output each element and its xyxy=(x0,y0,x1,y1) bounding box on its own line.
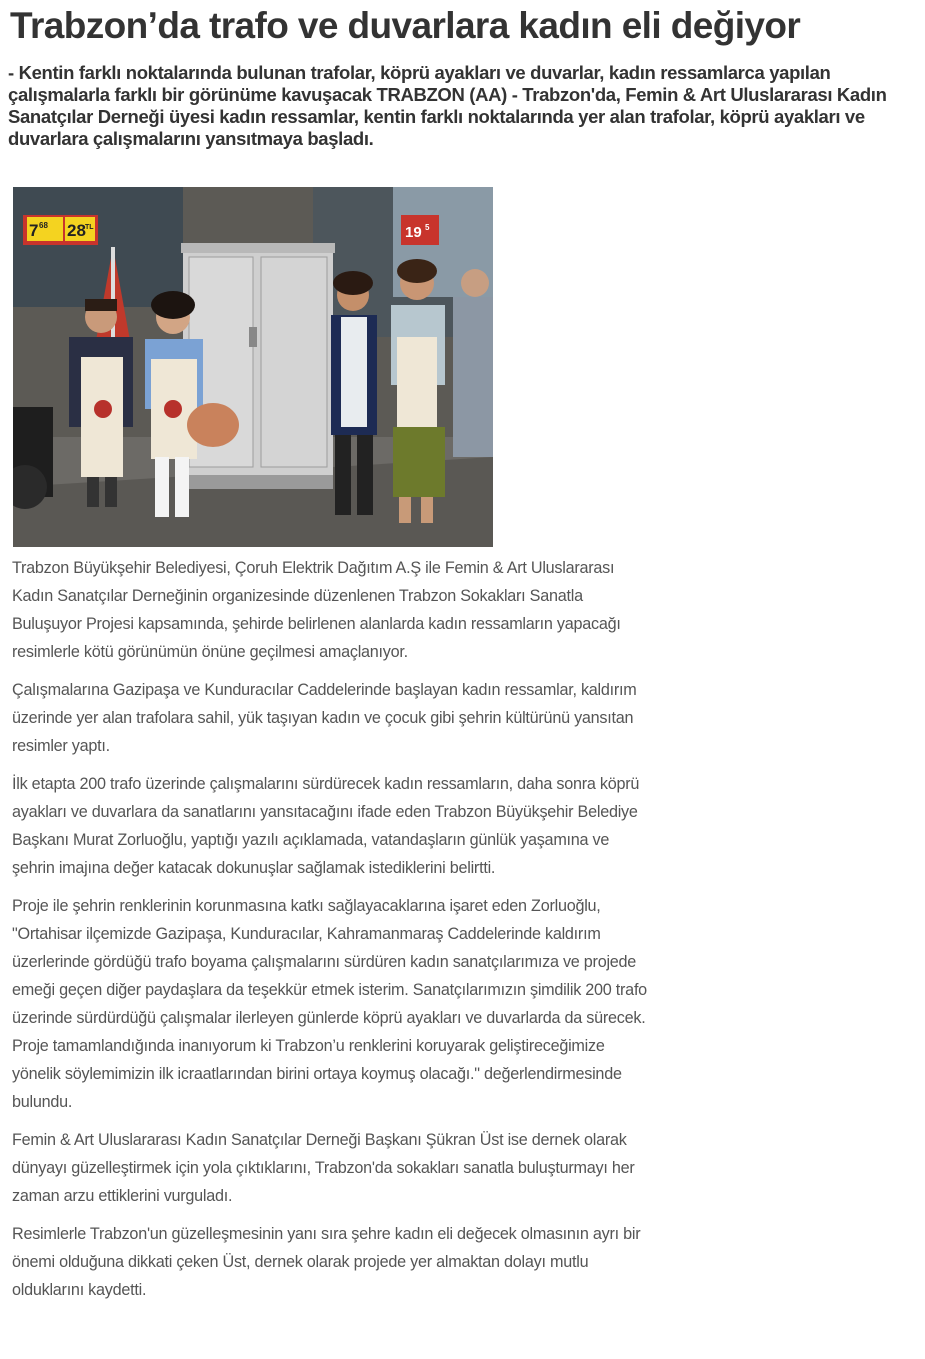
article-paragraph: Trabzon Büyükşehir Belediyesi, Çoruh Elektrik Dağıtım A.Ş ile Femin & Art Uluslararası Kadın Sanatçılar Derneğinin organizesinde düzenlenen Trabzon Sokakları Sanatla Buluşuyor Projesi kapsamında, şehirde belirlenen alanlarda kadın ressamların yapacağı resimlerle kötü görünümün önüne geçilmesi amaçlanıyor. xyxy=(12,559,621,661)
article-lead: - Kentin farklı noktalarında bulunan trafolar, köprü ayakları ve duvarlar, kadın ressamlarca yapılan çalışmalarla farklı bir görünüme kavuşacak TRABZON (AA) - Trabzon'da, Femin & Art Uluslararası Kadın Sanatçılar Derneği üyesi kadın ressamlar, kentin farklı noktalarında yer alan trafolar, köprü ayakları ve duvarlara çalışmalarını yansıtmaya başladı. xyxy=(8,62,887,149)
article-paragraph: İlk etapta 200 trafo üzerinde çalışmalarını sürdürecek kadın ressamların, daha sonra köprü ayakları ve duvarlara da sanatlarını yansıtacağını ifade eden Trabzon Büyükşehir Belediye Başkanı Murat Zorluoğlu, yaptığı yazılı açıklamada, vatandaşların günlük yaşamına ve şehrin imajına değer katacak dokunuşlar sağlamak istediklerini belirtti. xyxy=(12,775,640,877)
sign-price-2-unit: TL xyxy=(85,224,94,231)
article-photo xyxy=(13,187,493,547)
article-paragraph: Femin & Art Uluslararası Kadın Sanatçılar Derneği Başkanı Şükran Üst ise dernek olarak dünyayı güzelleştirmek için yola çıktıklarını, Trabzon'da sokakları sanatla buluşturmayı her zaman arzu ettiklerini vurguladı. xyxy=(12,1131,635,1205)
article-body xyxy=(12,554,647,1314)
sign-price-3-dec: 5 xyxy=(425,223,430,232)
sign-price-1: 7 xyxy=(29,221,39,240)
article-headline: Trabzon’da trafo ve duvarlara kadın eli değiyor xyxy=(10,5,801,46)
sign-price-1-dec: 68 xyxy=(39,221,48,230)
sign-price-2: 28 xyxy=(67,221,86,240)
article-paragraph: Çalışmalarına Gazipaşa ve Kunduracılar Caddelerinde başlayan kadın ressamlar, kaldırım üzerinde yer alan trafolara sahil, yük taşıyan kadın ve çocuk gibi şehrin kültürünü yansıtan resimler yaptı. xyxy=(12,681,637,755)
news-photo-illustration xyxy=(13,187,493,547)
article-paragraph: Proje ile şehrin renklerinin korunmasına katkı sağlayacaklarına işaret eden Zorluoğlu, "Ortahisar ilçemizde Gazipaşa, Kunduracılar, Kahramanmaraş Caddelerinde kaldırım üzerlerinde gördüğü trafo boyama çalışmalarını sürdüren kadın sanatçılarımıza ve projede emeği geçen diğer paydaşlara da teşekkür etmek isterim. Sanatçılarımızın şimdilik 200 trafo üzerinde sürdürdüğü çalışmalar ilerleyen günlerde köprü ayakları ve duvarlarda da sürecek. Proje tamamlandığında inanıyorum ki Trabzon’u renklerini koruyarak geliştireceğimize yönelik söylemimizin ilk icraatlarından birini ortaya koymuş olacağı." değerlendirmesinde bulundu. xyxy=(12,897,647,1111)
article-paragraph: Resimlerle Trabzon'un güzelleşmesinin yanı sıra şehre kadın eli değecek olmasının ayrı bir önemi olduğuna dikkati çeken Üst, dernek olarak projede yer almaktan dolayı mutlu olduklarını kaydetti. xyxy=(12,1225,641,1299)
sign-price-3: 19 xyxy=(405,224,422,241)
